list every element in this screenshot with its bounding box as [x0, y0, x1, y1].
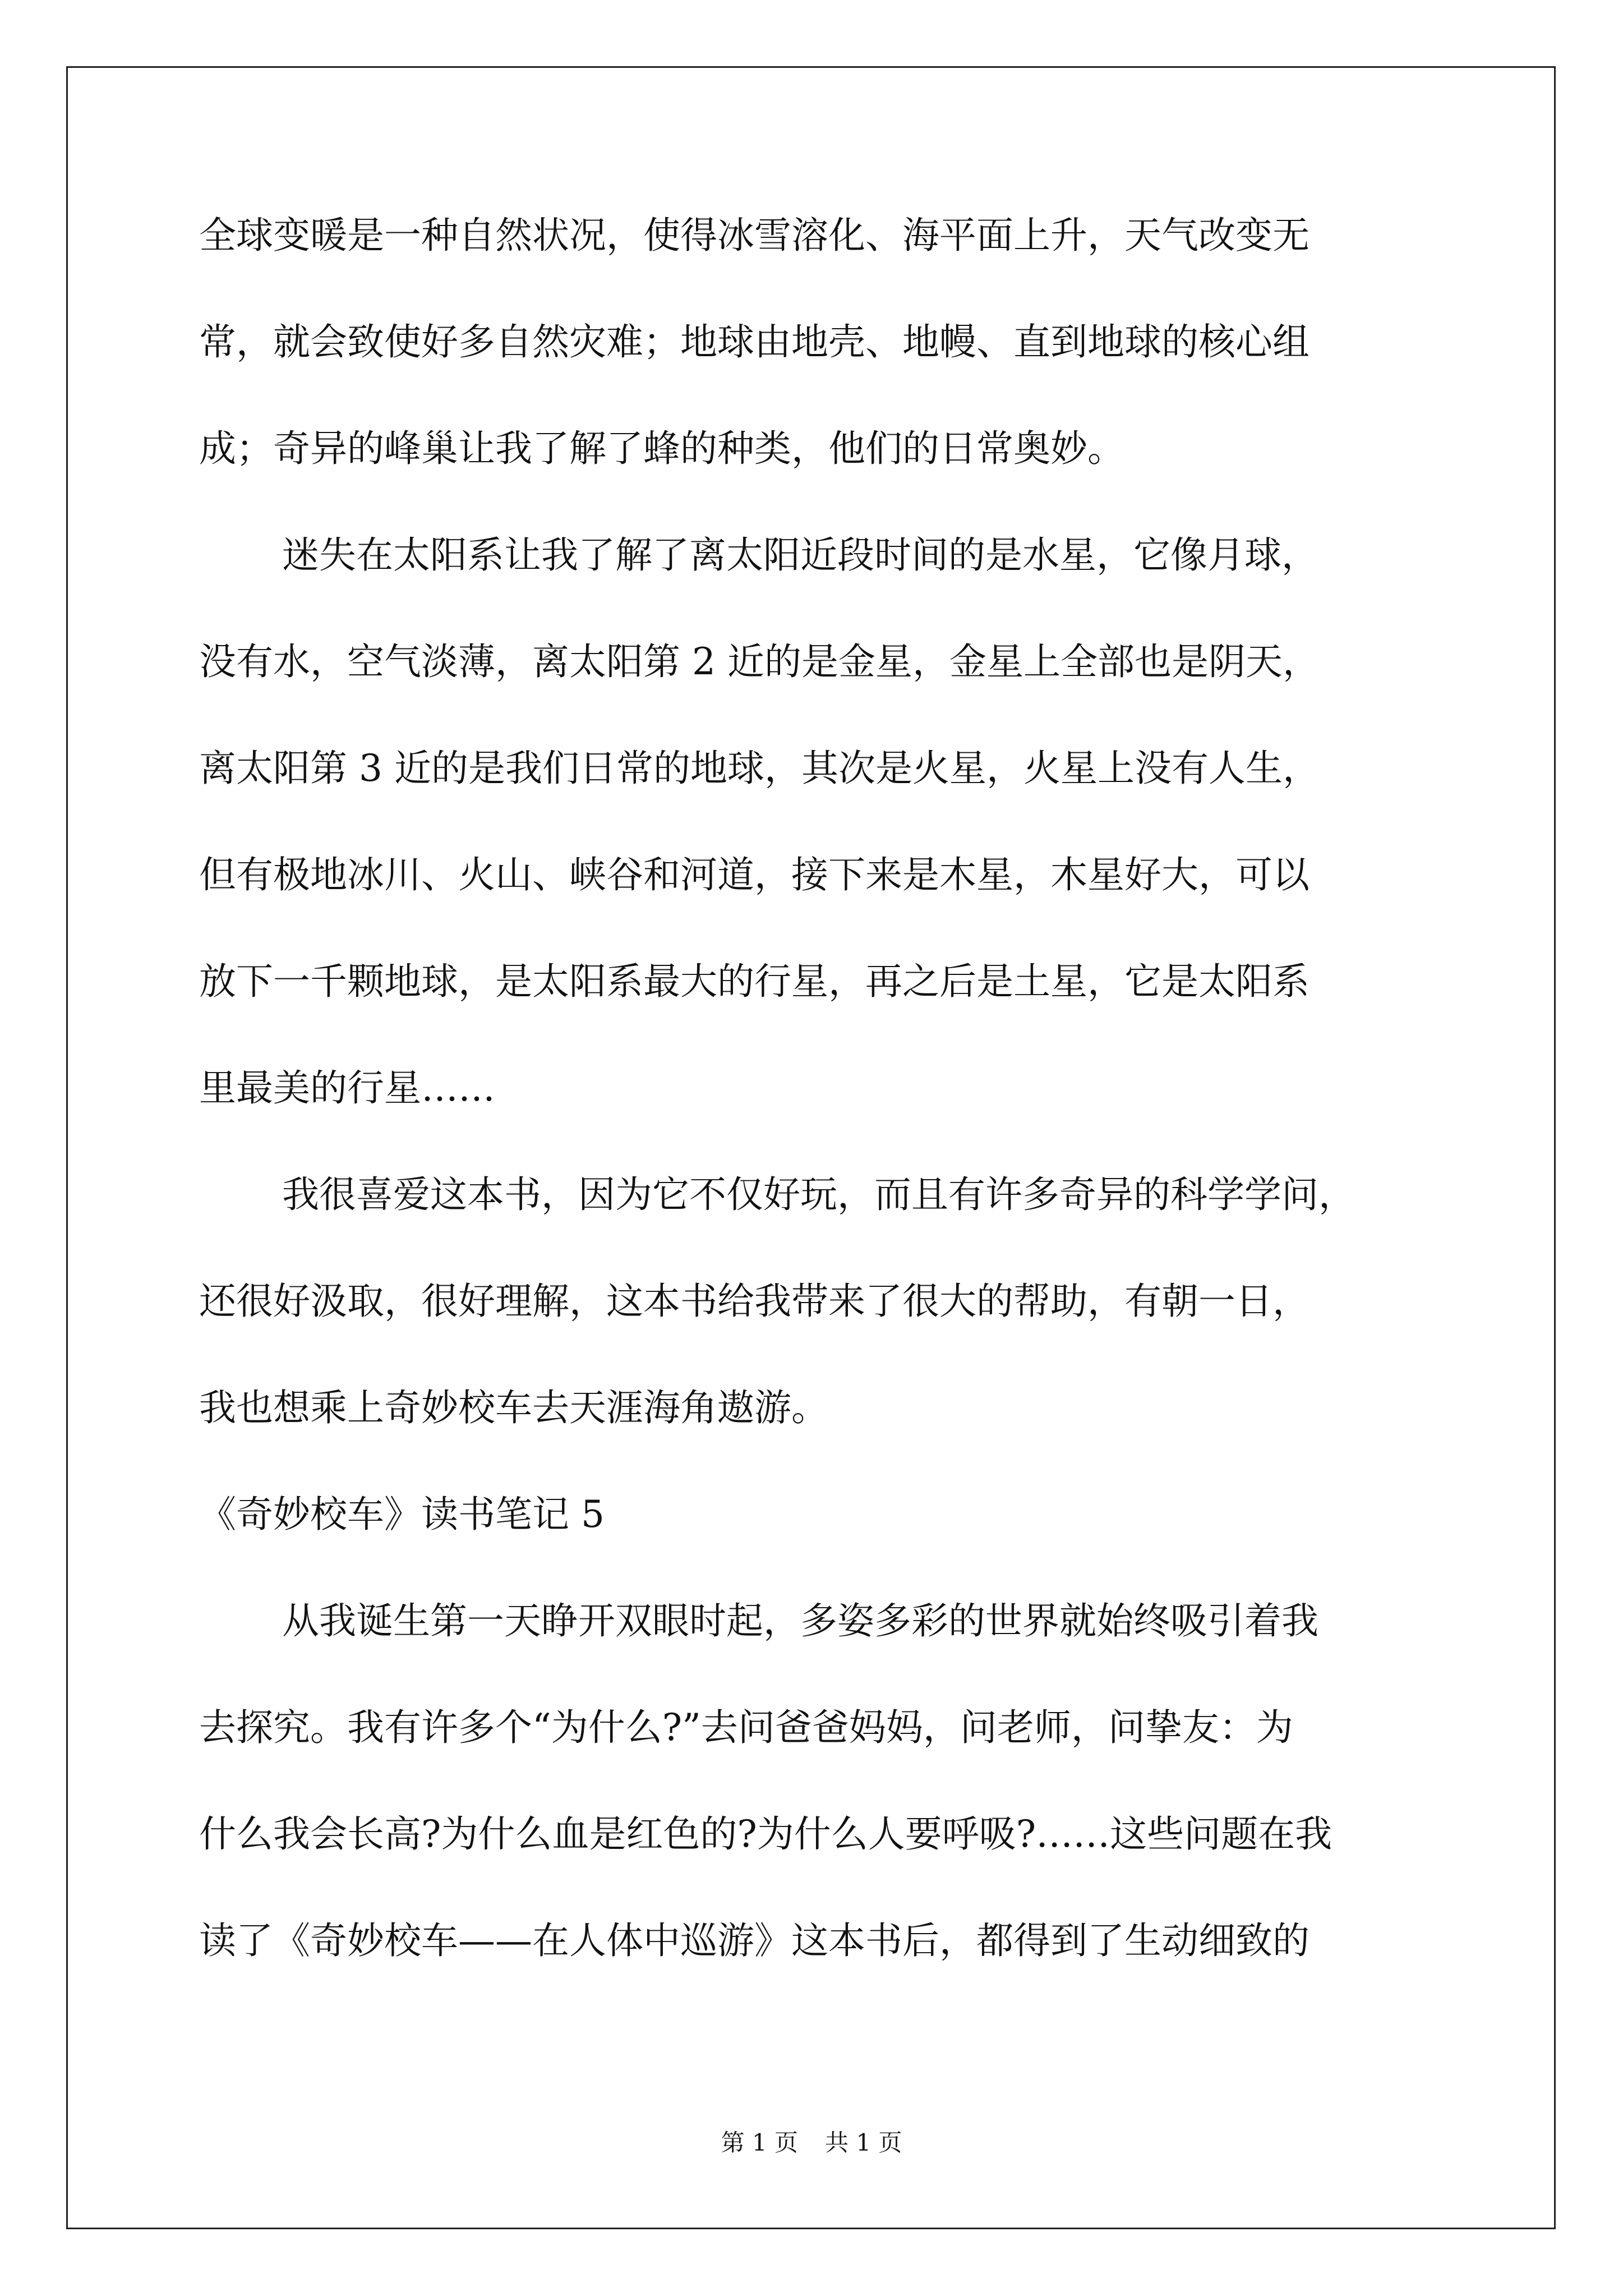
text-line: 里最美的行星…… [199, 1066, 495, 1110]
text-line: 什么我会长高?为什么血是红色的?为什么人要呼吸?……这些问题在我 [199, 1812, 1332, 1856]
text-line: 但有极地冰川、火山、峡谷和河道，接下来是木星，木星好大，可以 [199, 853, 1310, 896]
text-line: 放下一千颗地球，是太阳系最大的行星，再之后是土星，它是太阳系 [199, 960, 1310, 1003]
paragraph-first-line: 从我诞生第一天睁开双眼时起，多姿多彩的世界就始终吸引着我 [282, 1599, 1318, 1642]
text-line: 去探究。我有许多个“为什么?”去问爸爸妈妈，问老师，问挚友：为 [199, 1706, 1293, 1749]
text-line: 我也想乘上奇妙校车去天涯海角遨游。 [199, 1386, 828, 1429]
page-border [66, 66, 1556, 2229]
page-footer [0, 2126, 1623, 2160]
text-line: 读了《奇妙校车——在人体中巡游》这本书后，都得到了生动细致的 [199, 1919, 1310, 1962]
paragraph-first-line: 迷失在太阳系让我了解了离太阳近段时间的是水星，它像月球， [282, 533, 1318, 577]
text-line: 还很好汲取，很好理解，这本书给我带来了很大的帮助，有朝一日， [199, 1280, 1310, 1323]
paragraph-first-line: 我很喜爱这本书，因为它不仅好玩，而且有许多奇异的科学学问， [282, 1173, 1355, 1216]
text-line: 离太阳第 3 近的是我们日常的地球，其次是火星，火星上没有人生， [199, 747, 1320, 790]
text-line: 没有水，空气淡薄，离太阳第 2 近的是金星，金星上全部也是阴天， [199, 640, 1320, 683]
text-line: 成；奇异的峰巢让我了解了蜂的种类，他们的日常奥妙。 [199, 427, 1124, 470]
page-number: 第 1 页 [721, 2129, 798, 2156]
text-line: 常，就会致使好多自然灾难；地球由地壳、地幔、直到地球的核心组 [199, 320, 1310, 364]
section-heading: 《奇妙校车》读书笔记 5 [199, 1493, 605, 1536]
text-line: 全球变暖是一种自然状况，使得冰雪溶化、海平面上升，天气改变无 [199, 214, 1310, 257]
total-pages: 共 1 页 [825, 2129, 902, 2156]
